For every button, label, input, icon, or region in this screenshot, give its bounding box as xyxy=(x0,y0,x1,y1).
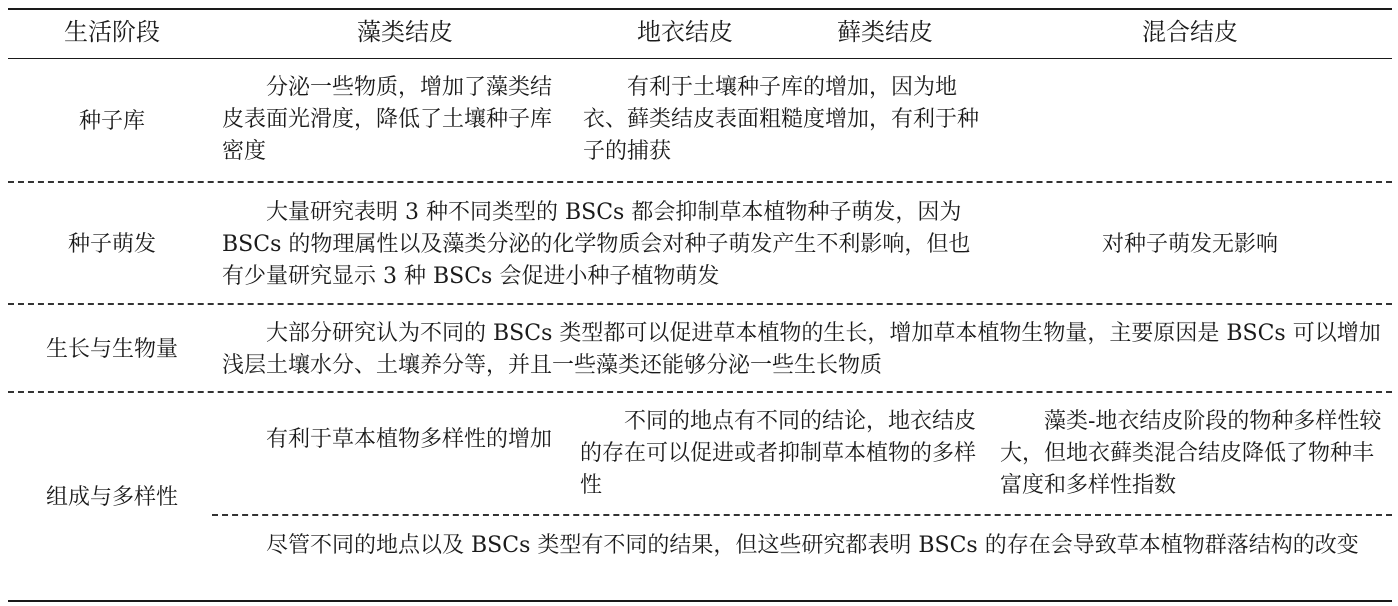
row-germination-crusts: 大量研究表明 3 种不同类型的 BSCs 都会抑制草本植物种子萌发，因为 BSCs 的物理属性以及藻类分泌的化学物质会对种子萌发产生不利影响，但也有少量研究显示 3 种 BSCs 会促进小种子植物萌发 xyxy=(222,200,971,289)
row-diversity-lichen: 不同的地点有不同的结论，地衣结皮的存在可以促进或者抑制草本植物的多样性 xyxy=(580,409,977,498)
row-growth-all: 大部分研究认为不同的 BSCs 类型都可以促进草本植物的生长，增加草本植物生物量，主要原因是 BSCs 可以增加浅层土壤水分、土壤养分等，并且一些藻类还能够分泌一些生长物质 xyxy=(222,321,1381,378)
row-germination-stage: 种子萌发 xyxy=(67,232,156,257)
row-subdivider xyxy=(212,514,1392,516)
header-mixed-crust: 混合结皮 xyxy=(1142,18,1238,46)
row-divider xyxy=(8,181,1392,183)
row-seed-bank-stage: 种子库 xyxy=(78,109,145,134)
header-lichen-crust: 地衣结皮 xyxy=(637,18,733,46)
table-top-rule xyxy=(8,8,1392,10)
row-diversity-algal: 有利于草本植物多样性的增加 xyxy=(266,427,553,452)
header-bottom-rule xyxy=(8,58,1392,59)
row-divider xyxy=(8,391,1392,393)
row-growth-stage: 生长与生物量 xyxy=(45,337,178,362)
row-germination-mixed: 对种子萌发无影响 xyxy=(1101,232,1278,257)
row-divider xyxy=(8,303,1392,305)
table-bottom-rule xyxy=(8,600,1392,602)
row-diversity-all: 尽管不同的地点以及 BSCs 类型有不同的结果，但这些研究都表明 BSCs 的存在会导致草本植物群落结构的改变 xyxy=(266,533,1359,558)
row-diversity-stage: 组成与多样性 xyxy=(45,485,178,510)
header-algal-crust: 藻类结皮 xyxy=(357,18,453,46)
row-seed-bank-algal: 分泌一些物质，增加了藻类结皮表面光滑度，降低了土壤种子库密度 xyxy=(222,75,553,164)
row-diversity-mixed: 藻类-地衣结皮阶段的物种多样性较大，但地衣藓类混合结皮降低了物种丰富度和多样性指数 xyxy=(1000,409,1382,498)
header-moss-crust: 藓类结皮 xyxy=(837,18,933,46)
header-stage: 生活阶段 xyxy=(64,18,160,46)
row-seed-bank-lichen-moss: 有利于土壤种子库的增加，因为地衣、藓类结皮表面粗糙度增加，有利于种子的捕获 xyxy=(583,75,980,164)
